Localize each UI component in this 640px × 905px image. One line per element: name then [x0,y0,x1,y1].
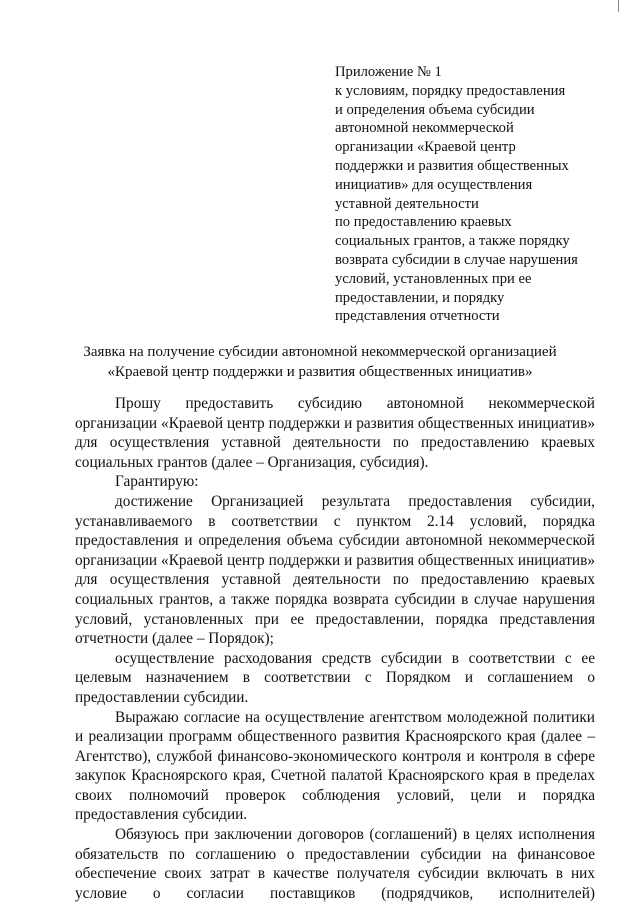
appendix-line: и определения объема субсидии [335,101,535,118]
paragraph-obligation: Обязуюсь при заключении договоров (соглашений) в целях исполнения обязательств по соглашению о предоставлении субсидии на финансовое обеспечение своих затрат в качестве получателя субсидии включать в них условие о согласии поставщиков (подрядчиков, исполнителей) [75,826,595,902]
appendix-line: к условиям, порядку предоставления [335,82,566,99]
appendix-line: организации «Краевой центр [335,139,516,156]
paragraph-guarantee-label: Гарантирую: [115,473,199,491]
paragraph-achievement: достижение Организацией результата предоставления субсидии, устанавливаемого в соответствии с пунктом 2.14 условий, порядка предоставления и определения объема субсидии автономной некоммерческой организации «Краевой центр поддержки и развития общественных инициатив» для осуществления уставной деятельности по предоставлению краевых социальных грантов, а также порядка возврата субсидии в случае нарушения условий, установленных при ее предоставлении, порядка представления отчетности (далее – Порядок); [75,492,595,648]
appendix-line: условий, установленных при ее [335,270,532,287]
title-line-2: «Краевой центр поддержки и развития общественных инициатив» [107,363,533,380]
document-body [75,394,595,903]
appendix-line: автономной некоммерческой [335,120,514,137]
appendix-line: возврата субсидии в случае нарушения [335,251,578,268]
paragraph-consent: Выражаю согласие на осуществление агентством молодежной политики и реализации программ общественного развития Красноярского края (далее – Агентство), службой финансово-экономического контроля и контроля в сфере закупок Красноярского края, Счетной палатой Красноярского края в пределах своих полномочий проверок соблюдения условий, цели и порядка предоставления субсидии. [75,708,595,824]
appendix-line: инициатив» для осуществления [335,176,533,193]
appendix-line: социальных грантов, а также порядку [335,233,570,250]
appendix-line: уставной деятельности [335,195,479,212]
scan-mark [618,0,619,12]
appendix-note [335,63,625,326]
title-line-1: Заявка на получение субсидии автономной некоммерческой организацией [83,344,557,360]
document-title [40,343,600,382]
paragraph-request: Прошу предоставить субсидию автономной некоммерческой организации «Краевой центр поддержки и развития общественных инициатив» для осуществления уставной деятельности по предоставлению краевых социальных грантов (далее – Организация, субсидия). [75,395,595,471]
appendix-line: предоставлении, и порядку [335,289,505,306]
appendix-line: поддержки и развития общественных [335,157,569,174]
appendix-line: по предоставлению краевых [335,214,512,231]
appendix-heading: Приложение № 1 [335,64,442,80]
paragraph-expenditure: осуществление расходования средств субсидии в соответствии с ее целевым назначением в соответствии с Порядком и соглашением о предоставлении субсидии. [75,649,595,706]
appendix-line: представления отчетности [335,308,500,325]
